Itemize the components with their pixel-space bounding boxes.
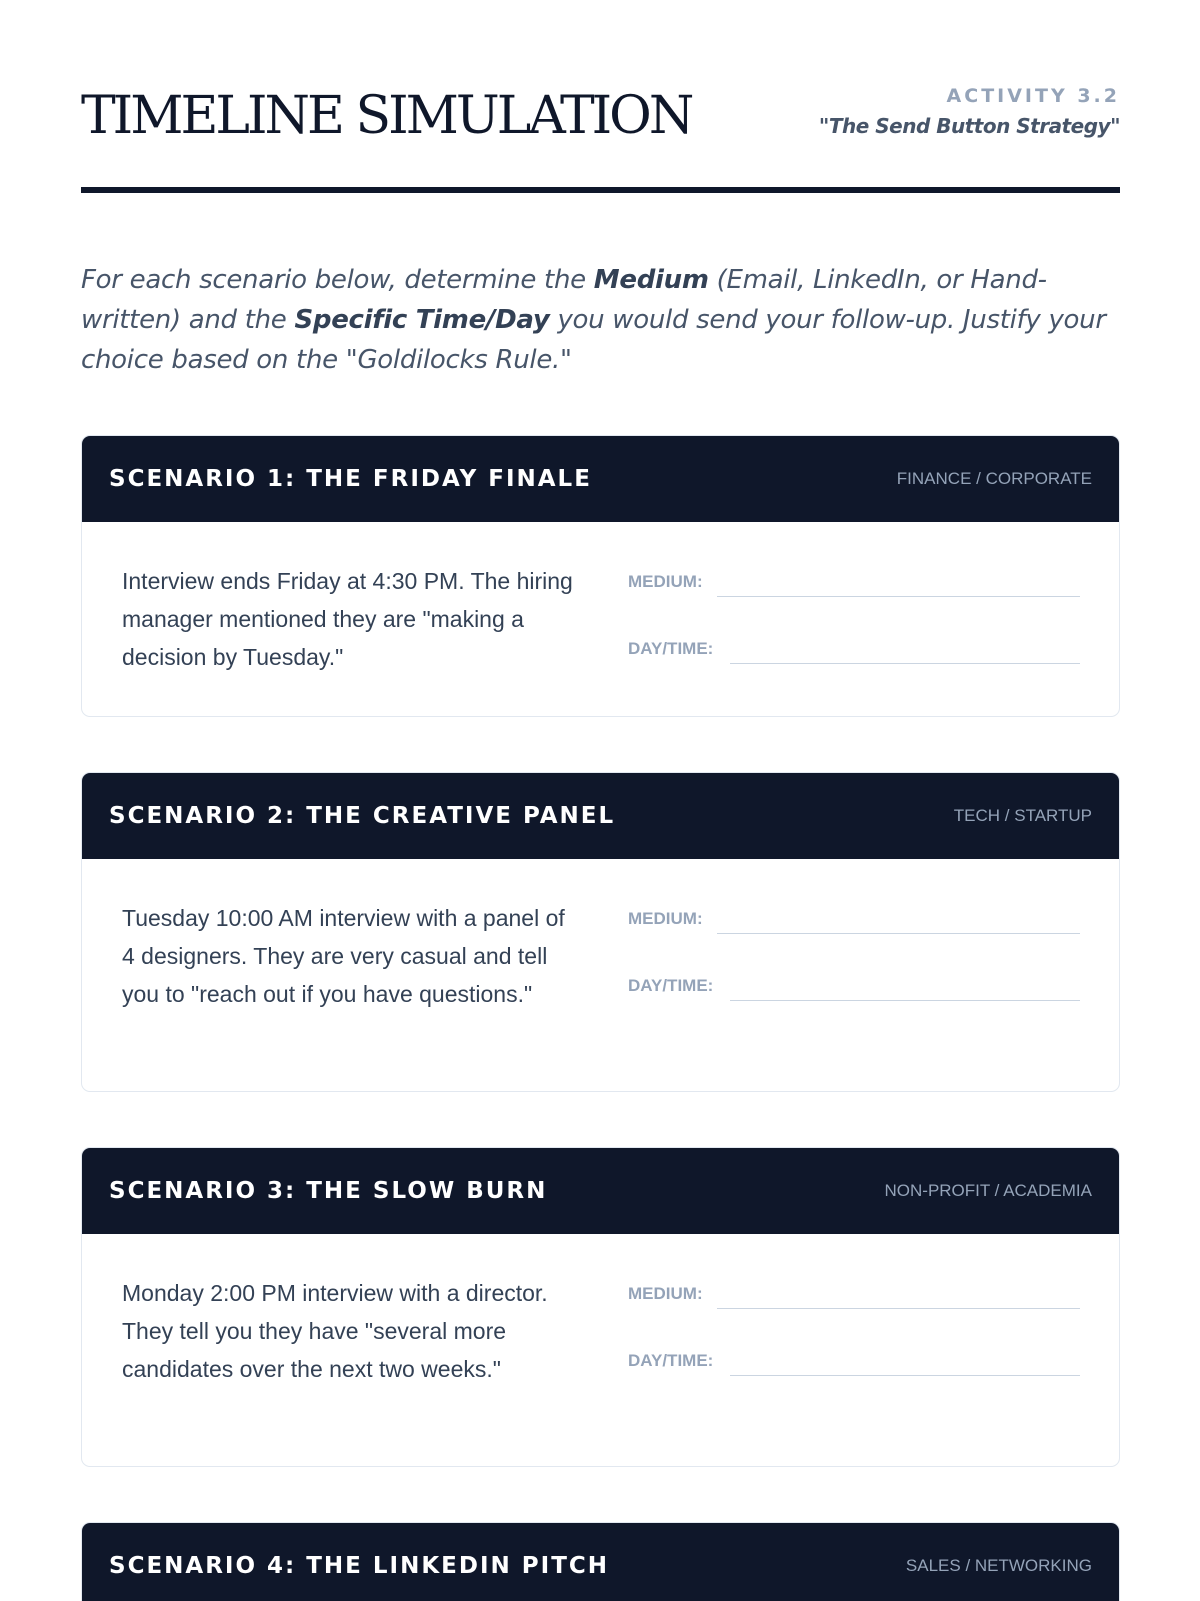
scenario-card-1: [81, 435, 1120, 717]
worksheet-page: [81, 0, 1120, 1579]
instructions-text: (Email, LinkedIn, or Hand-written) and the: [81, 265, 1047, 335]
scenario-card-2: [81, 772, 1120, 1092]
scenario-header: [82, 1523, 1119, 1601]
activity-label: ACTIVITY 3.2: [946, 85, 1120, 107]
scenario-category: SALES / NETWORKING: [905, 1556, 1092, 1575]
scenario-description: Tuesday 10:00 AM interview with a panel of 4 designers. They are very casual and tell you to "reach out if you have questions.": [122, 905, 565, 1007]
scenario-category: NON-PROFIT / ACADEMIA: [884, 1181, 1092, 1200]
instructions-emphasis-time: Specific Time/Day: [294, 305, 550, 335]
scenario-header: [82, 773, 1119, 859]
scenario-description: Interview ends Friday at 4:30 PM. The hiring manager mentioned they are "making a decision by Tuesday.": [122, 568, 573, 670]
instructions-emphasis-medium: Medium: [593, 265, 709, 295]
daytime-answer-line[interactable]: [730, 1000, 1080, 1001]
scenario-title: SCENARIO 3: THE SLOW BURN: [109, 1178, 548, 1204]
daytime-field: [628, 634, 1080, 664]
scenario-header: [82, 1148, 1119, 1234]
medium-label: MEDIUM:: [628, 1284, 703, 1303]
scenario-category: TECH / STARTUP: [953, 806, 1092, 825]
daytime-label: DAY/TIME:: [628, 639, 714, 658]
medium-answer-line[interactable]: [717, 1308, 1080, 1309]
daytime-label: DAY/TIME:: [628, 976, 714, 995]
scenario-title: SCENARIO 1: THE FRIDAY FINALE: [109, 466, 592, 492]
daytime-answer-line[interactable]: [730, 1375, 1080, 1376]
medium-answer-line[interactable]: [717, 933, 1080, 934]
activity-block: [819, 84, 1120, 138]
scenario-title: SCENARIO 2: THE CREATIVE PANEL: [109, 803, 616, 829]
scenario-category: FINANCE / CORPORATE: [896, 469, 1092, 488]
daytime-label: DAY/TIME:: [628, 1351, 714, 1370]
scenario-description: Monday 2:00 PM interview with a director. They tell you they have "several more candidates over the next two weeks.": [122, 1280, 548, 1382]
instructions-text: For each scenario below, determine the: [81, 265, 594, 295]
medium-label: MEDIUM:: [628, 572, 703, 591]
daytime-answer-line[interactable]: [730, 663, 1080, 664]
medium-field: [628, 904, 1080, 934]
header-divider: [81, 187, 1120, 193]
medium-label: MEDIUM:: [628, 909, 703, 928]
medium-field: [628, 1279, 1080, 1309]
daytime-field: [628, 971, 1080, 1001]
page-title: TIMELINE SIMULATION: [81, 86, 692, 146]
instructions-text: you would send your follow-up. Justify your choice based on the "Goldilocks Rule.": [81, 305, 1106, 375]
scenario-card-4: [81, 1522, 1120, 1601]
medium-answer-line[interactable]: [717, 596, 1080, 597]
scenario-title: SCENARIO 4: THE LINKEDIN PITCH: [109, 1553, 610, 1579]
medium-field: [628, 567, 1080, 597]
activity-subtitle: "The Send Button Strategy": [818, 114, 1120, 138]
scenario-header: [82, 436, 1119, 522]
instructions: [81, 260, 1120, 380]
worksheet-header: [81, 0, 1120, 192]
daytime-field: [628, 1346, 1080, 1376]
scenario-card-3: [81, 1147, 1120, 1467]
